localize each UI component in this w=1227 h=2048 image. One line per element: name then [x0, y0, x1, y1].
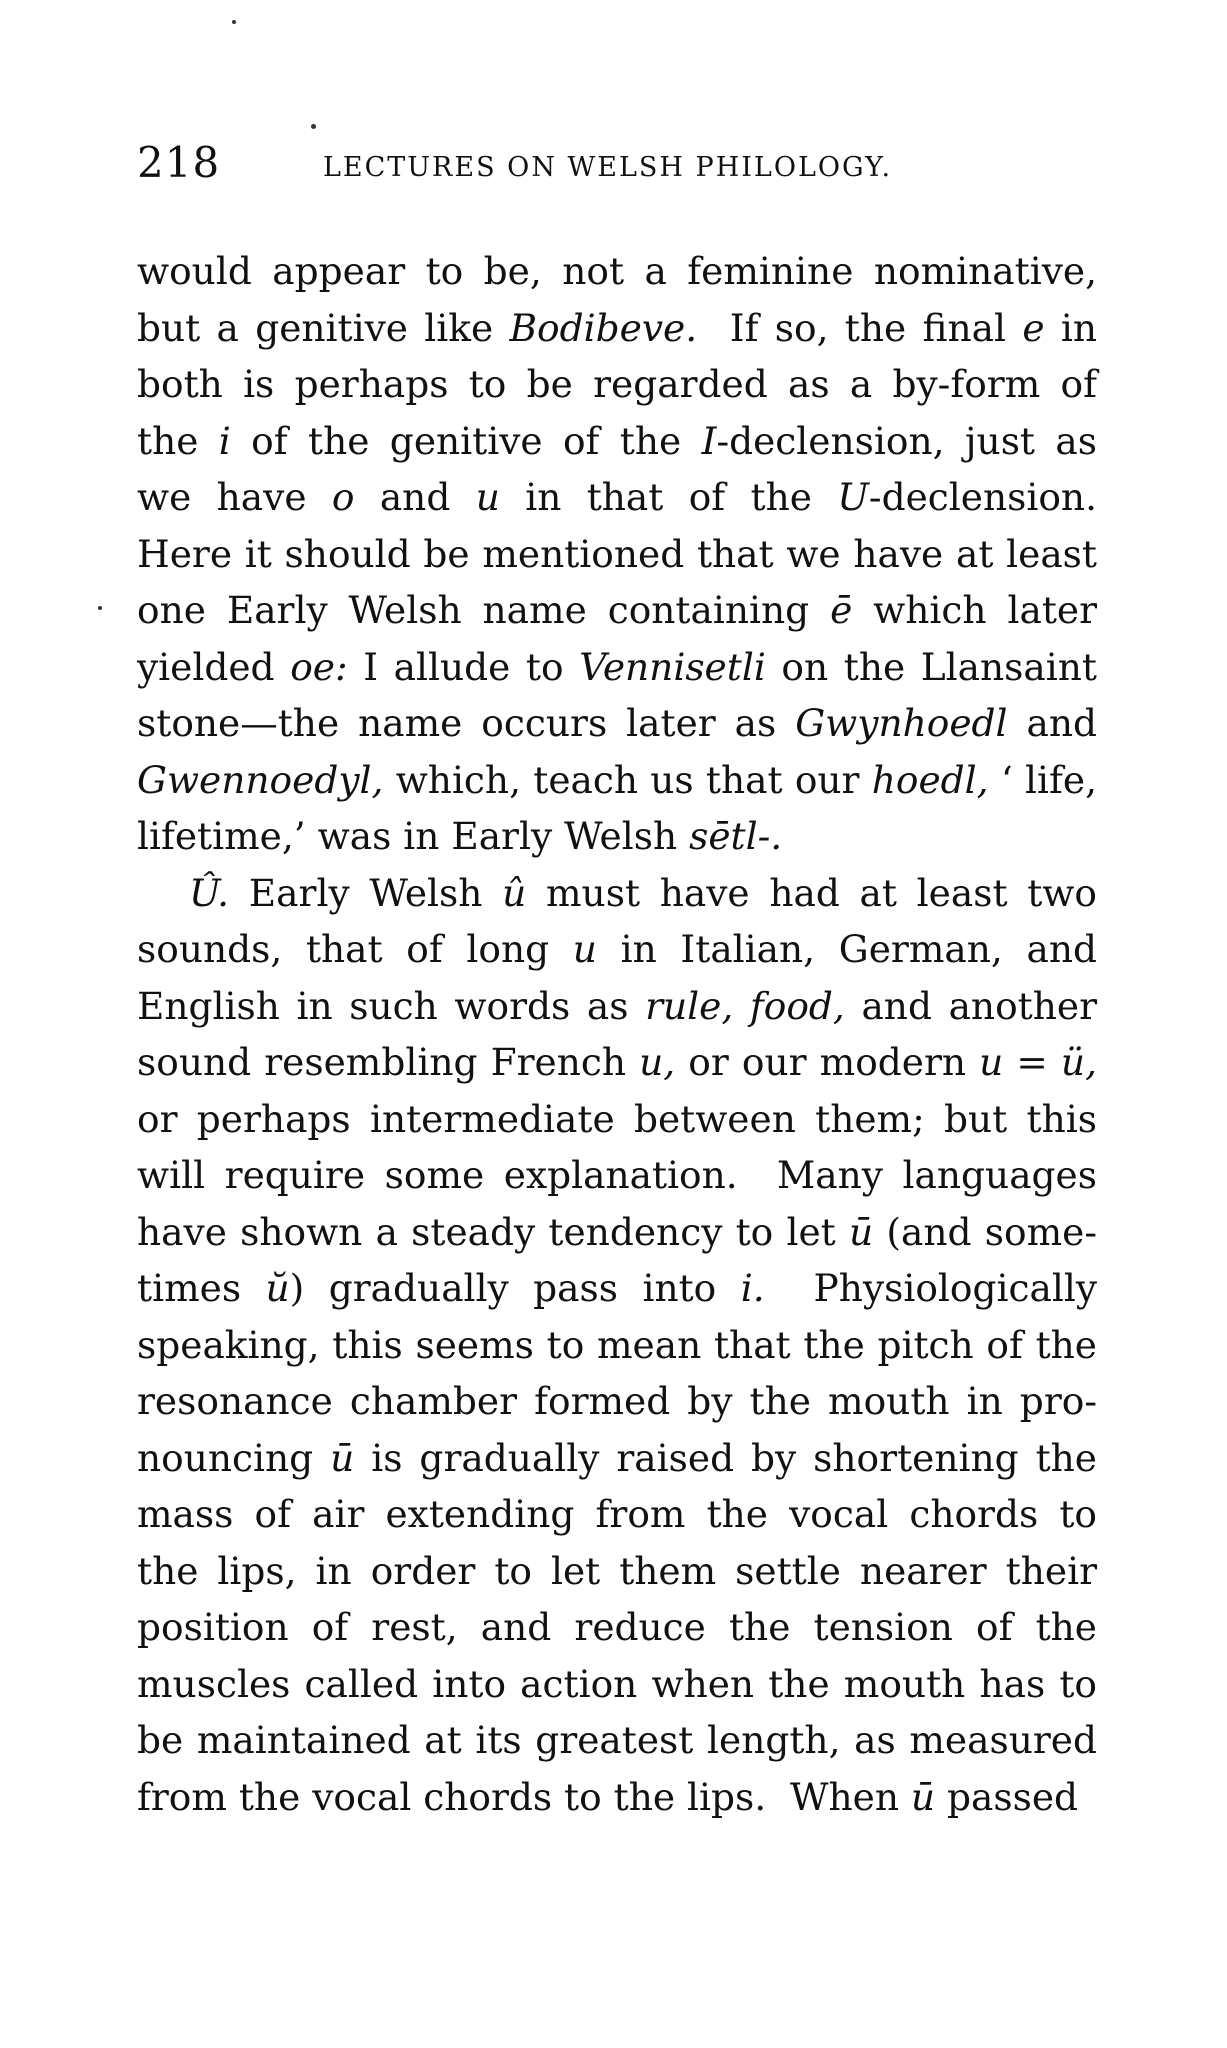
text-run: Physiologically [764, 1266, 1097, 1310]
text-run: I allude to [347, 644, 580, 689]
italic-text: ū [910, 1774, 936, 1819]
text-run: mass of air extending from the vocal chords to [137, 1492, 1097, 1536]
print-speck [311, 124, 316, 129]
text-line [137, 243, 1097, 300]
text-line [137, 1656, 1097, 1713]
text-run: the [137, 418, 219, 463]
text-line [137, 921, 1097, 978]
text-run: stone—the name occurs later as [137, 701, 796, 745]
italic-text: U [837, 475, 869, 519]
text-run: (and some- [873, 1209, 1097, 1254]
italic-text: sētl-. [689, 814, 783, 858]
italic-text: i [218, 418, 231, 463]
italic-text: ū [848, 1209, 874, 1254]
print-speck [232, 20, 236, 24]
italic-text: u [979, 1040, 1004, 1084]
italic-text: i. [740, 1266, 765, 1310]
text-line [137, 1486, 1097, 1543]
body-text [137, 243, 1097, 1825]
text-run: or perhaps intermediate between them; but this [137, 1096, 1097, 1141]
page-number: 218 [137, 138, 221, 187]
italic-text: Gwennoedyl, [137, 757, 384, 802]
text-run: of the genitive of the [230, 418, 702, 463]
text-line [137, 808, 1097, 865]
text-line [137, 1260, 1097, 1317]
italic-text: Gwynhoedl [795, 701, 1008, 745]
text-run: have shown a steady tendency to let [137, 1209, 849, 1254]
text-run: in Italian, German, and [596, 927, 1097, 971]
text-run: lifetime,’ was in Early Welsh [137, 814, 690, 858]
text-line [137, 865, 1097, 922]
text-line [137, 1712, 1097, 1769]
text-run: on the Llansaint [765, 644, 1097, 689]
text-line [137, 526, 1097, 583]
text-line [137, 1204, 1097, 1261]
text-run: -declension, just as [716, 418, 1097, 463]
text-run: speaking, this seems to mean that the pitch of the [137, 1322, 1097, 1367]
text-run: and [354, 475, 476, 519]
page-header [137, 138, 1097, 198]
text-line [137, 1543, 1097, 1600]
text-run: nouncing [137, 1435, 331, 1480]
text-line [137, 356, 1097, 413]
text-run: yielded [137, 644, 291, 689]
italic-text: ü, [1060, 1040, 1097, 1084]
text-run: be maintained at its greatest length, as measured [137, 1718, 1097, 1762]
text-line [137, 582, 1097, 639]
print-speck [98, 606, 102, 610]
text-run: Early Welsh [229, 870, 503, 915]
text-run: we have [137, 475, 332, 519]
text-run: from the vocal chords to the lips. When [137, 1774, 911, 1819]
text-run: = [1003, 1040, 1061, 1084]
italic-text: Vennisetli [579, 644, 766, 689]
italic-text: Û. [189, 870, 230, 915]
text-line [137, 1373, 1097, 1430]
italic-text: rule, food, [645, 983, 845, 1028]
text-run: sound resembling French [137, 1040, 640, 1084]
text-line [137, 1430, 1097, 1487]
text-run: resonance chamber formed by the mouth in pro- [137, 1379, 1097, 1423]
text-line [137, 1091, 1097, 1148]
text-run: would appear to be, not a feminine nominative, [137, 249, 1097, 293]
text-run: ‘ life, [988, 757, 1097, 802]
text-run: passed [935, 1774, 1079, 1819]
italic-text: û [502, 870, 527, 915]
italic-text: u [475, 475, 500, 519]
italic-text: u [572, 927, 597, 971]
text-line [137, 300, 1097, 357]
italic-text: hoedl, [871, 757, 989, 802]
text-line [137, 1599, 1097, 1656]
text-line [137, 1147, 1097, 1204]
text-run: muscles called into action when the mouth has to [137, 1661, 1097, 1706]
text-line [137, 1034, 1097, 1091]
italic-text: u, [639, 1040, 676, 1084]
text-run: English in such words as [137, 983, 646, 1028]
text-line [137, 1769, 1097, 1826]
text-run: and another [844, 983, 1097, 1028]
text-run: both is perhaps to be regarded as a by-form of [137, 362, 1097, 406]
italic-text: oe: [290, 644, 348, 689]
text-run: times [137, 1266, 266, 1310]
italic-text: ē [830, 588, 853, 632]
text-line [137, 695, 1097, 752]
text-run: -declension. [868, 475, 1098, 519]
text-run: which, teach us that our [383, 757, 872, 802]
text-line [137, 1317, 1097, 1374]
italic-text: ū [330, 1435, 355, 1480]
running-head: LECTURES ON WELSH PHILOLOGY. [323, 152, 893, 183]
text-run: the lips, in order to let them settle nearer their [137, 1548, 1097, 1593]
text-run: one Early Welsh name containing [137, 588, 831, 632]
text-run: If so, the final [697, 305, 1023, 350]
text-run: Here it should be mentioned that we have at least [137, 531, 1097, 576]
text-line [137, 469, 1097, 526]
italic-text: e [1022, 305, 1045, 350]
text-run: position of rest, and reduce the tension of the [137, 1605, 1097, 1649]
text-run: which later [852, 588, 1098, 632]
text-line [137, 752, 1097, 809]
text-run: sounds, that of long [137, 927, 573, 971]
text-run: in that of the [499, 475, 838, 519]
text-line [137, 978, 1097, 1035]
text-line [137, 639, 1097, 696]
text-run: in [1044, 305, 1097, 350]
text-run: or our modern [675, 1040, 980, 1084]
italic-text: ŭ [265, 1266, 290, 1310]
italic-text: o [331, 475, 355, 519]
text-run: ) gradually pass into [289, 1266, 741, 1310]
italic-text: I [701, 418, 717, 463]
text-run: is gradually raised by shortening the [354, 1435, 1097, 1480]
text-run: must have had at least two [526, 870, 1097, 915]
text-run: but a genitive like [137, 305, 510, 350]
text-run: and [1007, 701, 1097, 745]
text-run: will require some explanation. Many languages [137, 1153, 1097, 1197]
italic-text: Bodibeve. [509, 305, 698, 350]
text-line [137, 413, 1097, 470]
